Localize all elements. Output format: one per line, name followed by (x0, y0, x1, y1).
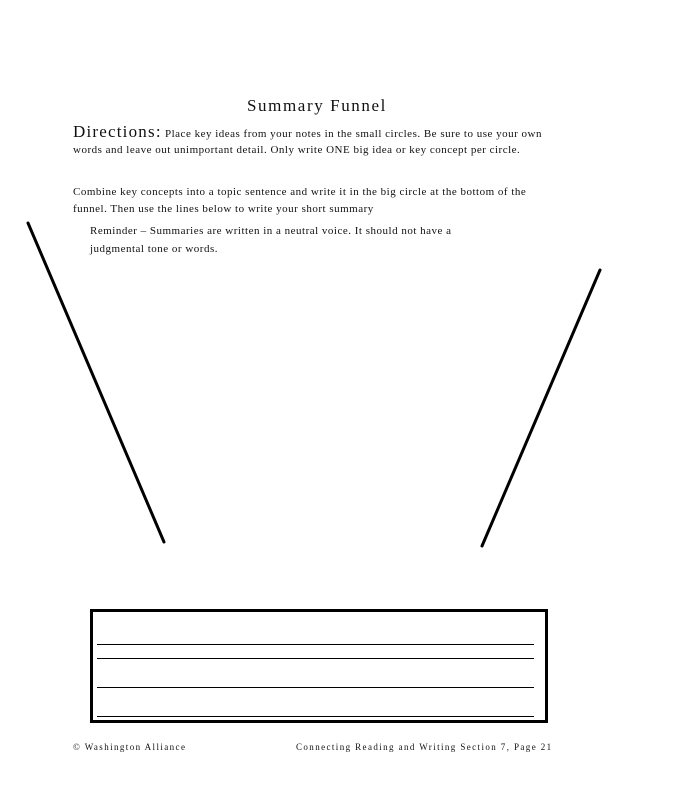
writing-line[interactable] (97, 687, 534, 688)
directions-text: Place key ideas from your notes in the small circles. Be sure to use your own words and leave out unimportant detail. Only write ONE big idea or key concept per circle. (73, 128, 542, 156)
funnel-left-edge (28, 223, 164, 542)
writing-line[interactable] (97, 716, 534, 717)
funnel-right-edge (482, 270, 600, 546)
reminder-note: Reminder – Summaries are written in a neutral voice. It should not have a judgmental tone or words. (90, 225, 452, 255)
page-title: Summary Funnel (247, 96, 387, 115)
directions-label: Directions: (73, 122, 162, 141)
summary-writing-box[interactable] (90, 609, 548, 723)
footer-page-reference: Connecting Reading and Writing Section 7, Page 21 (296, 742, 553, 752)
writing-line[interactable] (97, 658, 534, 659)
writing-line[interactable] (97, 644, 534, 645)
combine-instructions: Combine key concepts into a topic sentence and write it in the big circle at the bottom of the funnel. Then use the lines below to write your short summary (73, 186, 527, 215)
footer-copyright: © Washington Alliance (73, 742, 187, 752)
